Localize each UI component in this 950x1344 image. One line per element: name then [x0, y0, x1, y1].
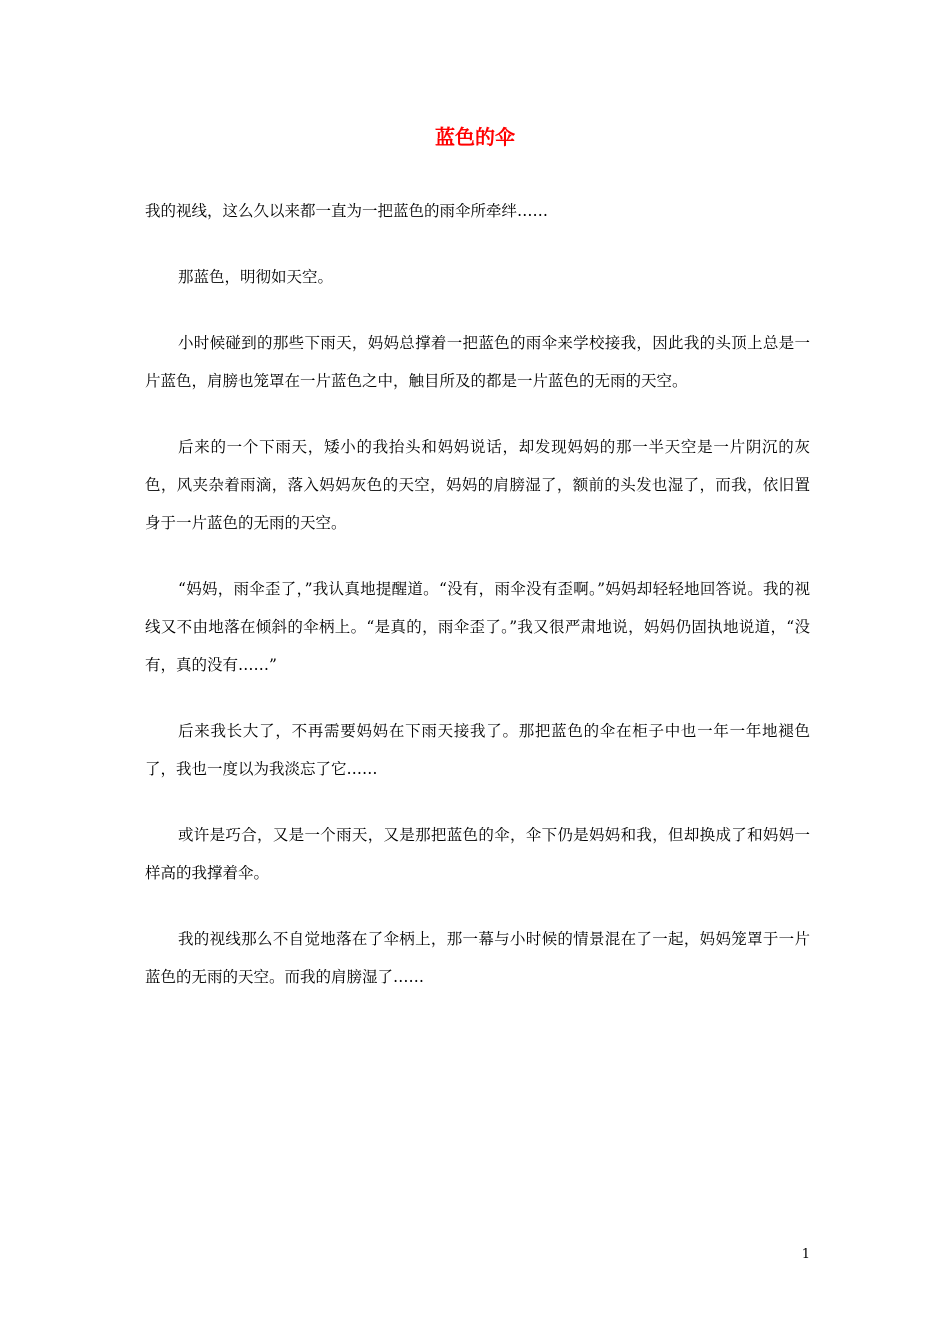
document-title: 蓝色的伞 [435, 125, 515, 149]
page-number: 1 [801, 1247, 810, 1262]
paragraph-3: 小时候碰到的那些下雨天，妈妈总撑着一把蓝色的雨伞来学校接我，因此我的头顶上总是一片蓝色，肩膀也笼罩在一片蓝色之中，触目所及的都是一片蓝色的无雨的天空。 [145, 334, 810, 390]
paragraph-4: 后来的一个下雨天，矮小的我抬头和妈妈说话，却发现妈妈的那一半天空是一片阴沉的灰色，风夹杂着雨滴，落入妈妈灰色的天空，妈妈的肩膀湿了，额前的头发也湿了，而我，依旧置身于一片蓝色的无雨的天空。 [145, 438, 810, 532]
paragraph-1: 我的视线，这么久以来都一直为一把蓝色的雨伞所牵绊…… [145, 202, 549, 220]
paragraph-5: “妈妈，雨伞歪了，”我认真地提醒道。“没有，雨伞没有歪啊。”妈妈却轻轻地回答说。我的视线又不由地落在倾斜的伞柄上。“是真的，雨伞歪了。”我又很严肃地说，妈妈仍固执地说道，“没有，真的没有……” [145, 580, 810, 674]
document-body [145, 192, 810, 1024]
paragraph-2: 那蓝色，明彻如天空。 [178, 268, 334, 286]
paragraph-7: 或许是巧合，又是一个雨天，又是那把蓝色的伞，伞下仍是妈妈和我，但却换成了和妈妈一样高的我撑着伞。 [145, 826, 810, 882]
paragraph-8: 我的视线那么不自觉地落在了伞柄上，那一幕与小时候的情景混在了一起，妈妈笼罩于一片蓝色的无雨的天空。而我的肩膀湿了…… [145, 930, 810, 986]
paragraph-6: 后来我长大了，不再需要妈妈在下雨天接我了。那把蓝色的伞在柜子中也一年一年地褪色了，我也一度以为我淡忘了它…… [145, 722, 810, 778]
